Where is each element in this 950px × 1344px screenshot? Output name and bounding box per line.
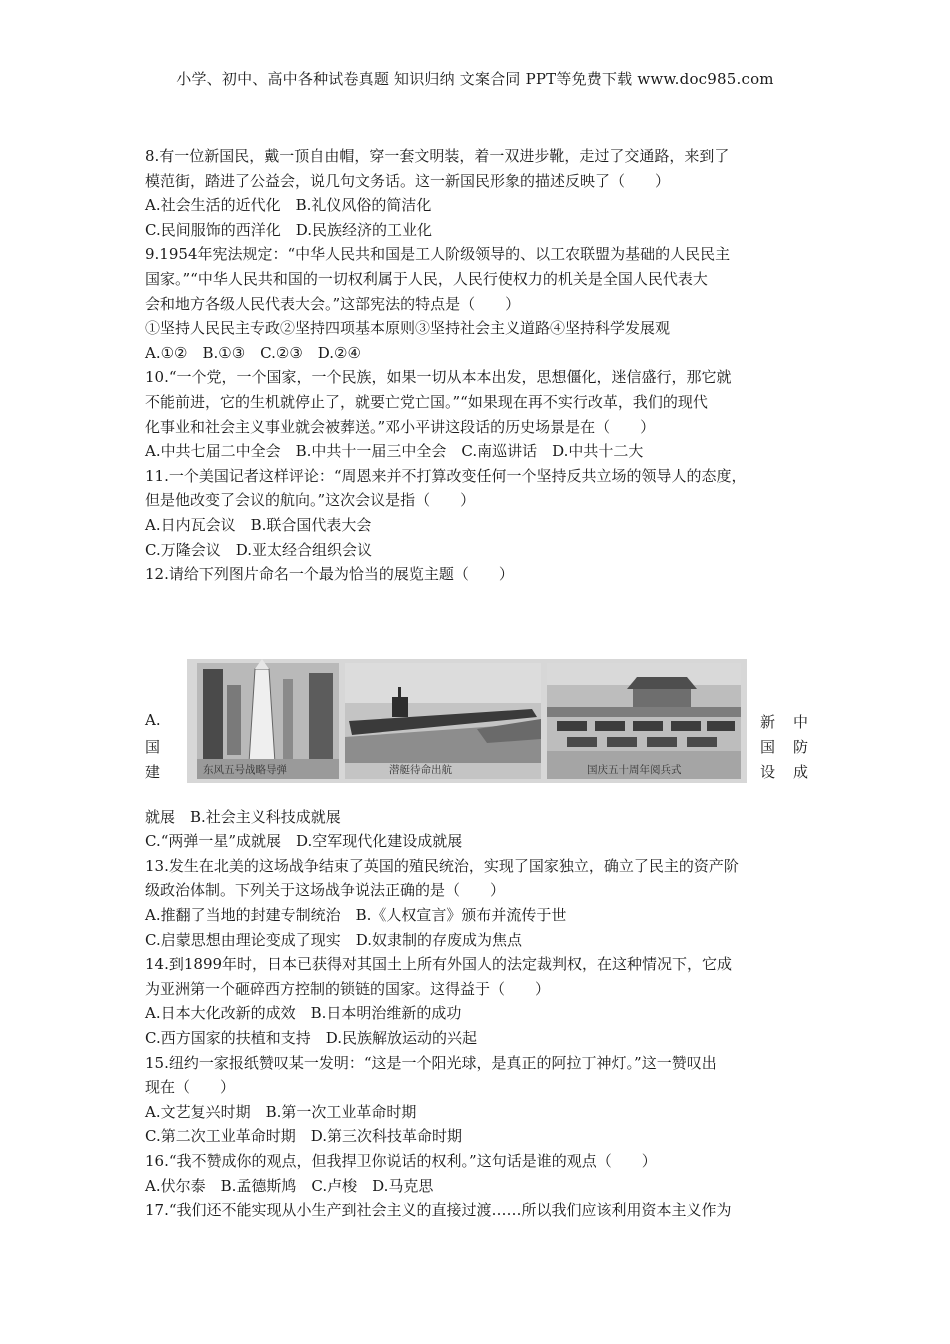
text-line: C.“两弹一星”成就展 D.空军现代化建设成就展 [145, 832, 463, 851]
figure-right-text-3a: 设 [760, 762, 776, 781]
figure-left-text-1: A. [145, 710, 161, 729]
text-line: 17.“我们还不能实现从小生产到社会主义的直接过渡……所以我们应该利用资本主义作为 [145, 1201, 732, 1220]
text-line: 12.请给下列图片命名一个最为恰当的展览主题（ ） [145, 565, 514, 584]
figure-caption-1: 东风五号战略导弹 [203, 763, 287, 776]
figure-left-text-3: 建 [145, 762, 161, 781]
figure-right-text-2a: 国 [760, 737, 776, 756]
text-line: A.文艺复兴时期 B.第一次工业革命时期 [145, 1102, 417, 1121]
text-line: 但是他改变了会议的航向。”这次会议是指（ ） [145, 491, 476, 510]
text-line: 14.到1899年时，日本已获得对其国土上所有外国人的法定裁判权，在这种情况下，它成 [145, 955, 733, 974]
text-line: 模范街，踏进了公益会，说几句文务话。这一新国民形象的描述反映了（ ） [145, 171, 671, 190]
text-line: A.推翻了当地的封建专制统治 B.《人权宣言》颁布并流传于世 [145, 906, 567, 925]
text-line: C.西方国家的扶植和支持 D.民族解放运动的兴起 [145, 1029, 477, 1048]
text-line: 国家。”“中华人民共和国的一切权利属于人民，人民行使权力的机关是全国人民代表大 [145, 269, 708, 288]
text-line: 化事业和社会主义事业就会被葬送。”邓小平讲这段话的历史场景是在（ ） [145, 417, 656, 436]
text-line: A.社会生活的近代化 B.礼仪风俗的简洁化 [145, 196, 432, 215]
text-line: ①坚持人民民主专政②坚持四项基本原则③坚持社会主义道路④坚持科学发展观 [145, 319, 671, 338]
figure-right-text-1b: 中 [793, 712, 809, 731]
text-line: 9.1954年宪法规定：“中华人民共和国是工人阶级领导的、以工农联盟为基础的人民民主 [145, 245, 731, 264]
exam-content [145, 144, 810, 1223]
exhibition-photo-strip [187, 659, 747, 783]
text-line: 10.“一个党，一个国家，一个民族，如果一切从本本出发，思想僵化，迷信盛行，那它就 [145, 368, 732, 387]
text-line: C.启蒙思想由理论变成了现实 D.奴隶制的存废成为焦点 [145, 930, 522, 949]
text-line: 为亚洲第一个砸碎西方控制的锁链的国家。这得益于（ ） [145, 979, 551, 998]
text-line: 级政治体制。下列关于这场战争说法正确的是（ ） [145, 881, 506, 900]
missile-photo [197, 659, 339, 779]
parade-photo [547, 663, 741, 779]
text-line: C.民间服饰的西洋化 D.民族经济的工业化 [145, 220, 432, 239]
text-line: A.中共七届二中全会 B.中共十一届三中全会 C.南巡讲话 D.中共十二大 [145, 442, 644, 461]
text-line: 11.一个美国记者这样评论：“周恩来并不打算改变任何一个坚持反共立场的领导人的态度， [145, 466, 747, 485]
text-line: 会和地方各级人民代表大会。”这部宪法的特点是（ ） [145, 294, 521, 313]
question-12-figure-row [145, 659, 810, 805]
text-line: A.日本大化改新的成效 B.日本明治维新的成功 [145, 1004, 462, 1023]
text-line: A.①② B.①③ C.②③ D.②④ [145, 343, 361, 362]
text-line: 15.纽约一家报纸赞叹某一发明：“这是一个阳光球，是真正的阿拉丁神灯。”这一赞叹出 [145, 1053, 717, 1072]
text-line: 8.有一位新国民，戴一顶自由帽，穿一套文明装，着一双进步靴，走过了交通路，来到了 [145, 147, 730, 165]
text-line: 不能前进，它的生机就停止了，就要亡党亡国。”“如果现在再不实行改革，我们的现代 [145, 392, 708, 411]
figure-caption-3: 国庆五十周年阅兵式 [587, 763, 682, 776]
text-line: A.日内瓦会议 B.联合国代表大会 [145, 515, 372, 534]
page-header: 小学、初中、高中各种试卷真题 知识归纳 文案合同 PPT等免费下载 www.doc985.com [176, 70, 774, 88]
questions-before-figure [145, 144, 810, 587]
text-line: C.万隆会议 D.亚太经合组织会议 [145, 540, 372, 559]
text-line: 16.“我不赞成你的观点，但我捍卫你说话的权利。”这句话是谁的观点（ ） [145, 1152, 657, 1170]
text-line: 现在（ ） [145, 1078, 236, 1097]
figure-right-text-3b: 成 [793, 762, 809, 781]
figure-right-text-1a: 新 [760, 712, 776, 731]
submarine-photo [345, 663, 541, 779]
text-line: 13.发生在北美的这场战争结束了英国的殖民统治，实现了国家独立，确立了民主的资产阶 [145, 856, 739, 875]
figure-caption-2: 潜艇待命出航 [389, 763, 452, 776]
text-line: 就展 B.社会主义科技成就展 [145, 807, 341, 826]
questions-after-figure [145, 805, 810, 1223]
figure-left-text-2: 国 [145, 737, 161, 756]
text-line: C.第二次工业革命时期 D.第三次科技革命时期 [145, 1127, 462, 1146]
text-line: A.伏尔泰 B.孟德斯鸠 C.卢梭 D.马克思 [145, 1176, 434, 1195]
figure-right-text-2b: 防 [793, 737, 809, 756]
